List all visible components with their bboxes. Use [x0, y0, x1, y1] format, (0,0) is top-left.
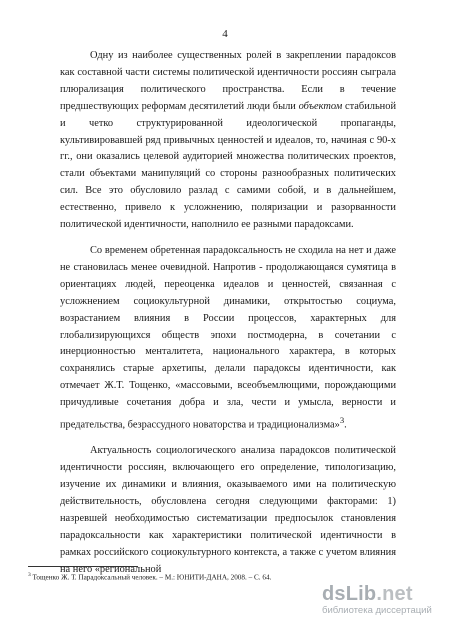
paragraph-1-text-end: стабильной и четко структурированной идеологической пропаганды, культивировавшей ряд привычных ценностей и идеалов, то, начиная с 90-х гг., они оказались целевой аудиторией множества политических проектов, стали объектами манипуляций со стороны разнообразных политических сил. Все это обусловило разлад с самими собой, и в дальнейшем, естественно, привело к усложнению, поляризации и разорванности политической идентичности, наполнило ее разными парадоксами. [60, 100, 397, 231]
paragraph-3 [60, 443, 396, 578]
paragraph-2-text-end: . [344, 419, 347, 431]
watermark-brand-main: dsLib [322, 583, 377, 605]
footnote-marker: 3 [28, 572, 31, 578]
document-body [60, 48, 396, 579]
footnote-divider [28, 566, 138, 567]
paragraph-2 [60, 243, 396, 434]
paragraph-1-text-start: Одну из наиболее существенных ролей в закреплении парадоксов как составной части системы политической идентичности россиян сыграла плюрализация политического пространства. Если в течение предшествующих реформам десятилетий люди были [60, 50, 396, 112]
paragraph-1 [60, 48, 396, 234]
watermark-brand [322, 583, 440, 605]
dslib-watermark-logo [322, 583, 440, 616]
watermark-tagline: библиотека диссертаций [322, 605, 432, 616]
paragraph-1-emphasis: объектом [298, 100, 343, 112]
watermark-brand-suffix: .net [376, 583, 413, 605]
footnote-reference: 3 [339, 415, 345, 426]
paragraph-3-text: Актуальность социологического анализа парадоксов политической идентичности россиян, включающего его определение, типологизацию, изучение их динамики и влияния, оказываемого ими на политическую действительность, обусловлена сегодня следующими факторами: 1) назревшей необходимостью систематизации предпосылок становления парадоксальности как характеристики политической идентичности в рамках российского социокультурного контекста, а также с учетом влияния на него «региональной [60, 445, 396, 575]
paragraph-2-text: Со временем обретенная парадоксальность не сходила на нет и даже не становилась менее очевидной. Напротив - продолжающаяся сумятица в ориентациях людей, переоценка идеалов и ценностей, связанная с усложнением социокультурной динамики, открытостью социума, возрастанием влияния в России процессов, характерных для глобализирующихся обществ эпохи постмодерна, в сочетании с инерционностью менталитета, национального характера, в которых сохранялись старые архетипы, делали парадоксы идентичности, как отмечает Ж.Т. Тощенко, «массовыми, всеобъемлющими, порождающими причудливые сочетания добра и зла, чести и умысла, верности и предательства, безрассудного новаторства и традиционализма» [60, 244, 396, 431]
page-number: 4 [222, 28, 228, 40]
footnote [28, 571, 388, 582]
footnote-text: Тощенко Ж. Т. Парадоксальный человек. – М.: ЮНИТИ-ДАНА, 2008. – С. 64. [32, 573, 272, 582]
